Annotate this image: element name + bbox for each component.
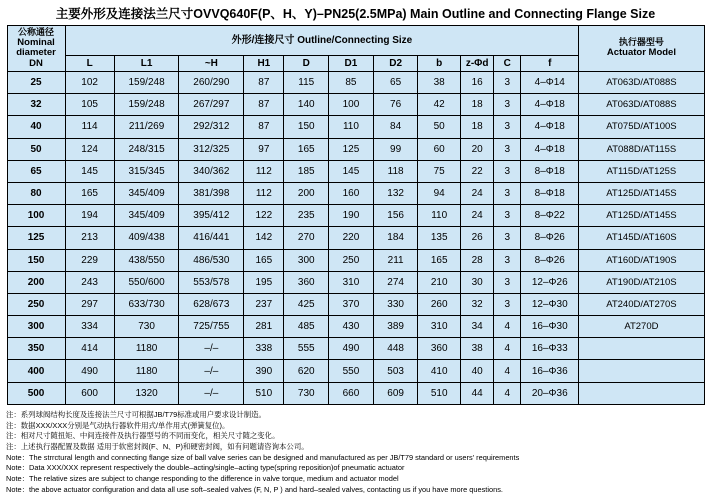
header-col-zd: z-Φd (460, 56, 494, 72)
cell-f: 8–Φ18 (521, 182, 579, 204)
table-row (7, 338, 704, 360)
cell-H1: 237 (244, 293, 284, 315)
cell-H: 260/290 (179, 72, 244, 94)
cell-D1: 550 (329, 360, 374, 382)
cell-H: 725/755 (179, 316, 244, 338)
cell-actuator: AT125D/AT145S (579, 182, 704, 204)
cell-D1: 250 (329, 249, 374, 271)
cell-L: 124 (65, 138, 114, 160)
cell-D: 485 (284, 316, 329, 338)
cell-f: 4–Φ14 (521, 72, 579, 94)
table-row (7, 116, 704, 138)
cell-z: 18 (460, 116, 494, 138)
cell-f: 4–Φ18 (521, 138, 579, 160)
cell-C: 4 (494, 382, 521, 404)
cell-H: 553/578 (179, 271, 244, 293)
cell-D2: 211 (373, 249, 418, 271)
cell-D2: 389 (373, 316, 418, 338)
header-col-f: f (521, 56, 579, 72)
cell-actuator (579, 382, 704, 404)
cell-D: 200 (284, 182, 329, 204)
cell-f: 8–Φ26 (521, 249, 579, 271)
cell-H1: 338 (244, 338, 284, 360)
cell-f: 16–Φ36 (521, 360, 579, 382)
cell-actuator: AT063D/AT088S (579, 94, 704, 116)
cell-C: 3 (494, 160, 521, 182)
cell-H: 395/412 (179, 205, 244, 227)
header-nominal-diameter: 公称通径 Nominal diameter DN (7, 26, 65, 72)
cell-z: 32 (460, 293, 494, 315)
cell-z: 26 (460, 227, 494, 249)
cell-b: 110 (418, 205, 460, 227)
cell-D1: 85 (329, 72, 374, 94)
cell-actuator: AT145D/AT160S (579, 227, 704, 249)
cell-C: 4 (494, 338, 521, 360)
table-row (7, 182, 704, 204)
header-col-H1: H1 (244, 56, 284, 72)
cell-C: 3 (494, 227, 521, 249)
dimensions-table (7, 25, 705, 405)
cell-D1: 190 (329, 205, 374, 227)
notes-section (6, 410, 711, 496)
cell-C: 3 (494, 138, 521, 160)
cell-L: 334 (65, 316, 114, 338)
cell-H1: 112 (244, 160, 284, 182)
note-cn-2: 注：数据XXX/XXX分别是气动执行器软件用式/单作用式(弹簧复位)。 (6, 420, 230, 430)
cell-f: 12–Φ30 (521, 293, 579, 315)
cell-D2: 609 (373, 382, 418, 404)
cell-b: 165 (418, 249, 460, 271)
cell-dn: 150 (7, 249, 65, 271)
note-en-2: Note：Data XXX/XXX represent respectively the double–acting/single–acting type(spring reposition)of pneumatic actuator (6, 463, 405, 473)
cell-b: 510 (418, 382, 460, 404)
cell-b: 135 (418, 227, 460, 249)
cell-actuator: AT115D/AT125S (579, 160, 704, 182)
cell-actuator: AT160D/AT190S (579, 249, 704, 271)
cell-L: 297 (65, 293, 114, 315)
cell-b: 310 (418, 316, 460, 338)
cell-C: 3 (494, 271, 521, 293)
cell-actuator: AT270D (579, 316, 704, 338)
cell-D2: 99 (373, 138, 418, 160)
table-row (7, 72, 704, 94)
cell-f: 8–Φ18 (521, 160, 579, 182)
cell-L1: 248/315 (114, 138, 179, 160)
cell-z: 28 (460, 249, 494, 271)
cell-actuator (579, 338, 704, 360)
cell-actuator: AT088D/AT115S (579, 138, 704, 160)
cell-L1: 633/730 (114, 293, 179, 315)
cell-D: 150 (284, 116, 329, 138)
cell-L1: 345/409 (114, 205, 179, 227)
note-cn-3: 注：相对尺寸随扭矩、中间连接件及执行器型号的不同而变化，相关尺寸随之变化。 (6, 431, 280, 441)
table-row (7, 360, 704, 382)
cell-L1: 1320 (114, 382, 179, 404)
cell-D1: 490 (329, 338, 374, 360)
cell-D: 555 (284, 338, 329, 360)
header-outline-group: 外形/连接尺寸 Outline/Connecting Size (65, 26, 579, 56)
cell-H: 486/530 (179, 249, 244, 271)
cell-b: 210 (418, 271, 460, 293)
cell-D2: 448 (373, 338, 418, 360)
cell-C: 3 (494, 205, 521, 227)
cell-H1: 87 (244, 94, 284, 116)
header-col-L1: L1 (114, 56, 179, 72)
cell-L: 490 (65, 360, 114, 382)
cell-L1: 159/248 (114, 72, 179, 94)
cell-z: 22 (460, 160, 494, 182)
cell-b: 260 (418, 293, 460, 315)
cell-H: –/– (179, 338, 244, 360)
cell-D1: 145 (329, 160, 374, 182)
table-row (7, 271, 704, 293)
cell-L1: 159/248 (114, 94, 179, 116)
cell-dn: 65 (7, 160, 65, 182)
cell-C: 4 (494, 316, 521, 338)
cell-dn: 250 (7, 293, 65, 315)
cell-D: 235 (284, 205, 329, 227)
table-header (7, 26, 704, 72)
cell-H1: 165 (244, 249, 284, 271)
header-col-D2: D2 (373, 56, 418, 72)
header-col-D: D (284, 56, 329, 72)
cell-D: 300 (284, 249, 329, 271)
header-col-L: L (65, 56, 114, 72)
cell-D: 620 (284, 360, 329, 382)
cell-dn: 400 (7, 360, 65, 382)
cell-H1: 87 (244, 116, 284, 138)
cell-L1: 730 (114, 316, 179, 338)
cell-D1: 370 (329, 293, 374, 315)
cell-H1: 510 (244, 382, 284, 404)
cell-b: 94 (418, 182, 460, 204)
cell-L: 145 (65, 160, 114, 182)
table-row (7, 160, 704, 182)
cell-f: 20–Φ36 (521, 382, 579, 404)
cell-b: 360 (418, 338, 460, 360)
cell-dn: 80 (7, 182, 65, 204)
cell-H1: 112 (244, 182, 284, 204)
cell-dn: 350 (7, 338, 65, 360)
cell-C: 3 (494, 94, 521, 116)
cell-D1: 125 (329, 138, 374, 160)
cell-H: 416/441 (179, 227, 244, 249)
cell-L: 213 (65, 227, 114, 249)
cell-H: 340/362 (179, 160, 244, 182)
cell-f: 16–Φ33 (521, 338, 579, 360)
note-cn-1: 注：系列球阀结构长度及连接法兰尺寸可根据JB/T79标准或用户要求设计制造。 (6, 409, 266, 419)
cell-D1: 660 (329, 382, 374, 404)
table-row (7, 249, 704, 271)
cell-actuator: AT240D/AT270S (579, 293, 704, 315)
cell-D: 730 (284, 382, 329, 404)
cell-dn: 300 (7, 316, 65, 338)
cell-D: 165 (284, 138, 329, 160)
cell-C: 3 (494, 116, 521, 138)
cell-C: 3 (494, 182, 521, 204)
table-body (7, 72, 704, 405)
cell-dn: 40 (7, 116, 65, 138)
cell-D2: 274 (373, 271, 418, 293)
cell-D2: 503 (373, 360, 418, 382)
table-row (7, 316, 704, 338)
cell-z: 24 (460, 205, 494, 227)
cell-dn: 125 (7, 227, 65, 249)
cell-D: 360 (284, 271, 329, 293)
cell-L1: 211/269 (114, 116, 179, 138)
cell-D1: 430 (329, 316, 374, 338)
cell-actuator: AT125D/AT145S (579, 205, 704, 227)
cell-b: 38 (418, 72, 460, 94)
cell-f: 4–Φ18 (521, 94, 579, 116)
cell-D2: 76 (373, 94, 418, 116)
header-col-C: C (494, 56, 521, 72)
cell-f: 4–Φ18 (521, 116, 579, 138)
cell-z: 34 (460, 316, 494, 338)
cell-z: 38 (460, 338, 494, 360)
cell-D2: 84 (373, 116, 418, 138)
cell-H1: 390 (244, 360, 284, 382)
cell-D2: 118 (373, 160, 418, 182)
cell-D1: 100 (329, 94, 374, 116)
header-col-H: ~H (179, 56, 244, 72)
cell-L: 600 (65, 382, 114, 404)
cell-actuator: AT063D/AT088S (579, 72, 704, 94)
table-row (7, 138, 704, 160)
cell-D: 270 (284, 227, 329, 249)
cell-dn: 32 (7, 94, 65, 116)
cell-D1: 160 (329, 182, 374, 204)
cell-H1: 281 (244, 316, 284, 338)
cell-L1: 438/550 (114, 249, 179, 271)
cell-z: 20 (460, 138, 494, 160)
cell-L: 194 (65, 205, 114, 227)
cell-H: 381/398 (179, 182, 244, 204)
header-actuator-model: 执行器型号 Actuator Model (579, 26, 704, 72)
cell-f: 8–Φ26 (521, 227, 579, 249)
cell-actuator (579, 360, 704, 382)
cell-H: –/– (179, 382, 244, 404)
cell-D1: 110 (329, 116, 374, 138)
cell-H1: 195 (244, 271, 284, 293)
cell-L1: 315/345 (114, 160, 179, 182)
table-row (7, 94, 704, 116)
cell-L: 105 (65, 94, 114, 116)
cell-L: 414 (65, 338, 114, 360)
cell-b: 50 (418, 116, 460, 138)
cell-L: 243 (65, 271, 114, 293)
cell-L1: 345/409 (114, 182, 179, 204)
cell-dn: 100 (7, 205, 65, 227)
cell-H: 267/297 (179, 94, 244, 116)
page-title: 主要外形及连接法兰尺寸OVVQ640F(P、H、Y)–PN25(2.5MPa) Main Outline and Connecting Flange Size (55, 7, 656, 21)
cell-L1: 1180 (114, 360, 179, 382)
note-cn-4: 注：上述执行器配置及数据 适用于软密封阀(F、N、P)和硬密封阀，如有问题请咨询本公司。 (6, 442, 309, 452)
cell-D2: 132 (373, 182, 418, 204)
cell-H1: 142 (244, 227, 284, 249)
cell-D2: 156 (373, 205, 418, 227)
cell-D2: 65 (373, 72, 418, 94)
cell-L1: 550/600 (114, 271, 179, 293)
table-row (7, 293, 704, 315)
cell-f: 12–Φ26 (521, 271, 579, 293)
cell-b: 42 (418, 94, 460, 116)
cell-b: 75 (418, 160, 460, 182)
cell-z: 24 (460, 182, 494, 204)
cell-D2: 330 (373, 293, 418, 315)
table-row (7, 205, 704, 227)
cell-z: 44 (460, 382, 494, 404)
cell-D: 185 (284, 160, 329, 182)
note-en-1: Note：The strrctural length and connecting flange size of ball valve series can be designed and manufactured as per JB/T79 standard or users' requirements (6, 452, 520, 462)
cell-b: 410 (418, 360, 460, 382)
cell-C: 3 (494, 72, 521, 94)
cell-dn: 50 (7, 138, 65, 160)
cell-D1: 310 (329, 271, 374, 293)
cell-f: 8–Φ22 (521, 205, 579, 227)
header-col-D1: D1 (329, 56, 374, 72)
cell-L: 229 (65, 249, 114, 271)
cell-z: 16 (460, 72, 494, 94)
cell-H1: 122 (244, 205, 284, 227)
cell-L1: 409/438 (114, 227, 179, 249)
cell-H: –/– (179, 360, 244, 382)
cell-D: 115 (284, 72, 329, 94)
cell-H1: 97 (244, 138, 284, 160)
cell-z: 40 (460, 360, 494, 382)
header-col-b: b (418, 56, 460, 72)
cell-L: 114 (65, 116, 114, 138)
cell-actuator: AT190D/AT210S (579, 271, 704, 293)
cell-D2: 184 (373, 227, 418, 249)
cell-L: 165 (65, 182, 114, 204)
cell-b: 60 (418, 138, 460, 160)
cell-dn: 25 (7, 72, 65, 94)
cell-C: 3 (494, 249, 521, 271)
cell-H: 312/325 (179, 138, 244, 160)
cell-C: 4 (494, 360, 521, 382)
cell-H: 628/673 (179, 293, 244, 315)
note-en-4: Note：the above actuator configuration and data all use soft–sealed valves (F, N, P ) and hard–sealed valves, contacting us if you have more questions. (6, 484, 503, 494)
cell-L: 102 (65, 72, 114, 94)
note-en-3: Note：The relative sizes are subject to change responding to the difference in valve torque, medium and actuator model (6, 474, 399, 484)
cell-L1: 1180 (114, 338, 179, 360)
cell-dn: 200 (7, 271, 65, 293)
cell-f: 16–Φ30 (521, 316, 579, 338)
cell-H: 292/312 (179, 116, 244, 138)
table-row (7, 382, 704, 404)
cell-H1: 87 (244, 72, 284, 94)
cell-z: 18 (460, 94, 494, 116)
cell-D1: 220 (329, 227, 374, 249)
cell-z: 30 (460, 271, 494, 293)
cell-D: 140 (284, 94, 329, 116)
cell-dn: 500 (7, 382, 65, 404)
cell-C: 3 (494, 293, 521, 315)
cell-D: 425 (284, 293, 329, 315)
table-row (7, 227, 704, 249)
cell-actuator: AT075D/AT100S (579, 116, 704, 138)
